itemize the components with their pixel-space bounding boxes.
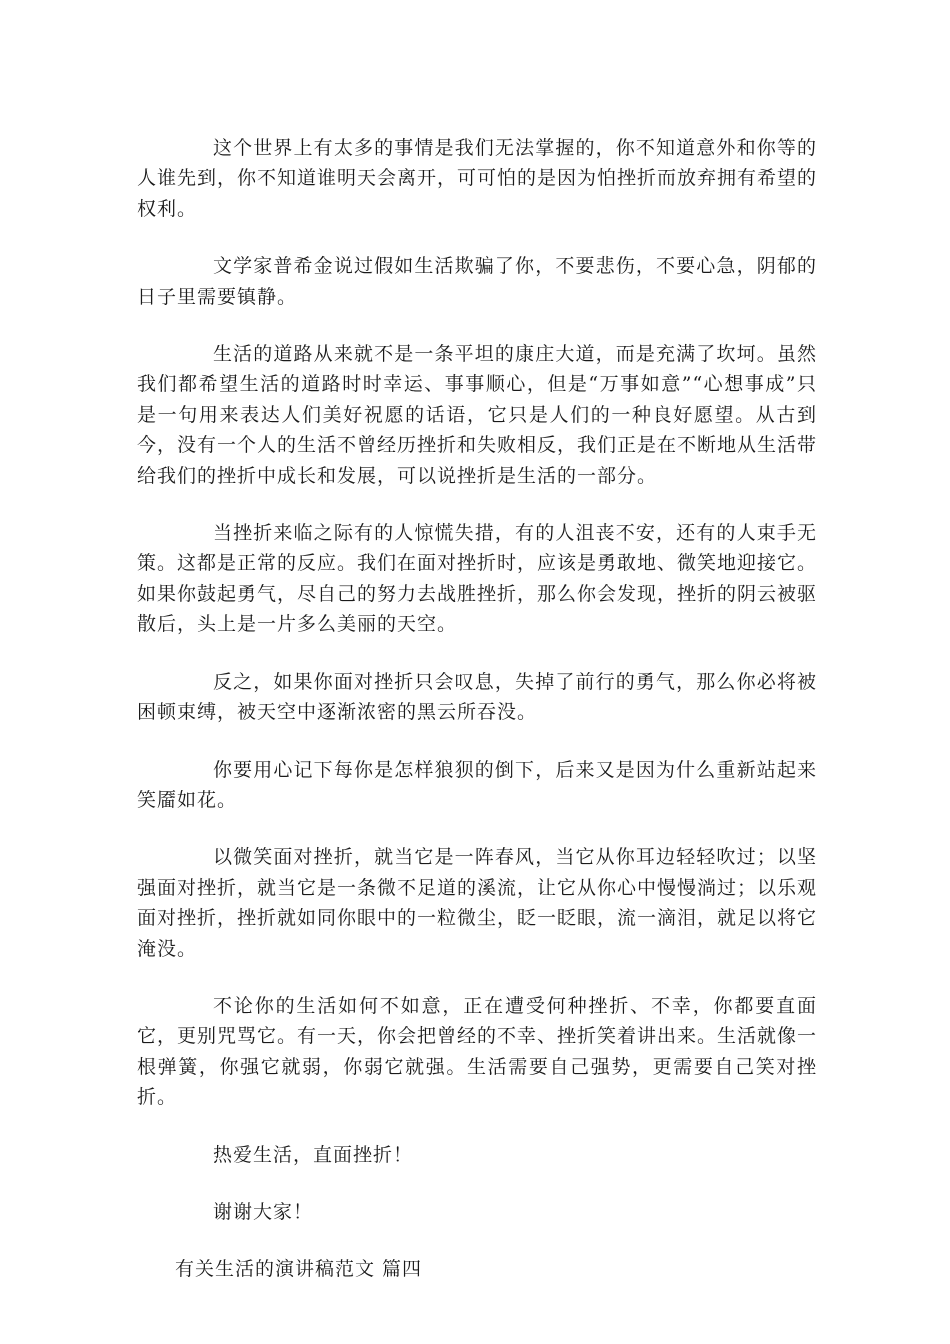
paragraph-10: 谢谢大家！ [213,1200,314,1223]
paragraph-7: 以微笑面对挫折，就当它是一阵春风，当它从你耳边轻轻吹过；以坚强面对挫折，就当它是一条微不足道的溪流，让它从你心中慢慢淌过；以乐观面对挫折，挫折就如同你眼中的一粒微尘，眨一眨眼，流一滴泪，就足以将它淹没。 [137,846,818,960]
paragraph-2: 文学家普希金说过假如生活欺骗了你，不要悲伤，不要心急，阴郁的日子里需要镇静。 [137,255,817,308]
paragraph-9: 热爱生活，直面挫折！ [213,1143,414,1166]
paragraph-4: 当挫折来临之际有的人惊慌失措，有的人沮丧不安，还有的人束手无策。这都是正常的反应。我们在面对挫折时，应该是勇敢地、微笑地迎接它。如果你鼓起勇气，尽自己的努力去战胜挫折，那么你会发现，挫折的阴云被驱散后，头上是一片多么美丽的天空。 [137,522,818,636]
section-heading: 有关生活的演讲稿范文 篇四 [175,1258,423,1281]
paragraph-1: 这个世界上有太多的事情是我们无法掌握的，你不知道意外和你等的人谁先到，你不知道谁明天会离开，可可怕的是因为怕挫折而放弃拥有希望的权利。 [137,137,818,220]
document-body [137,133,817,1285]
paragraph-6: 你要用心记下每你是怎样狼狈的倒下，后来又是因为什么重新站起来笑靥如花。 [137,758,817,811]
paragraph-3: 生活的道路从来就不是一条平坦的康庄大道，而是充满了坎坷。虽然我们都希望生活的道路时时幸运、事事顺心，但是“万事如意”“心想事成”只是一句用来表达人们美好祝愿的话语，它只是人们的一种良好愿望。从古到今，没有一个人的生活不曾经历挫折和失败相反，我们正是在不断地从生活带给我们的挫折中成长和发展，可以说挫折是生活的一部分。 [137,343,818,487]
paragraph-8: 不论你的生活如何不如意，正在遭受何种挫折、不幸，你都要直面它，更别咒骂它。有一天，你会把曾经的不幸、挫折笑着讲出来。生活就像一根弹簧，你强它就弱，你弱它就强。生活需要自己强势，更需要自己笑对挫折。 [137,994,818,1109]
paragraph-5: 反之，如果你面对挫折只会叹息，失掉了前行的勇气，那么你必将被困顿束缚，被天空中逐渐浓密的黑云所吞没。 [137,670,817,724]
